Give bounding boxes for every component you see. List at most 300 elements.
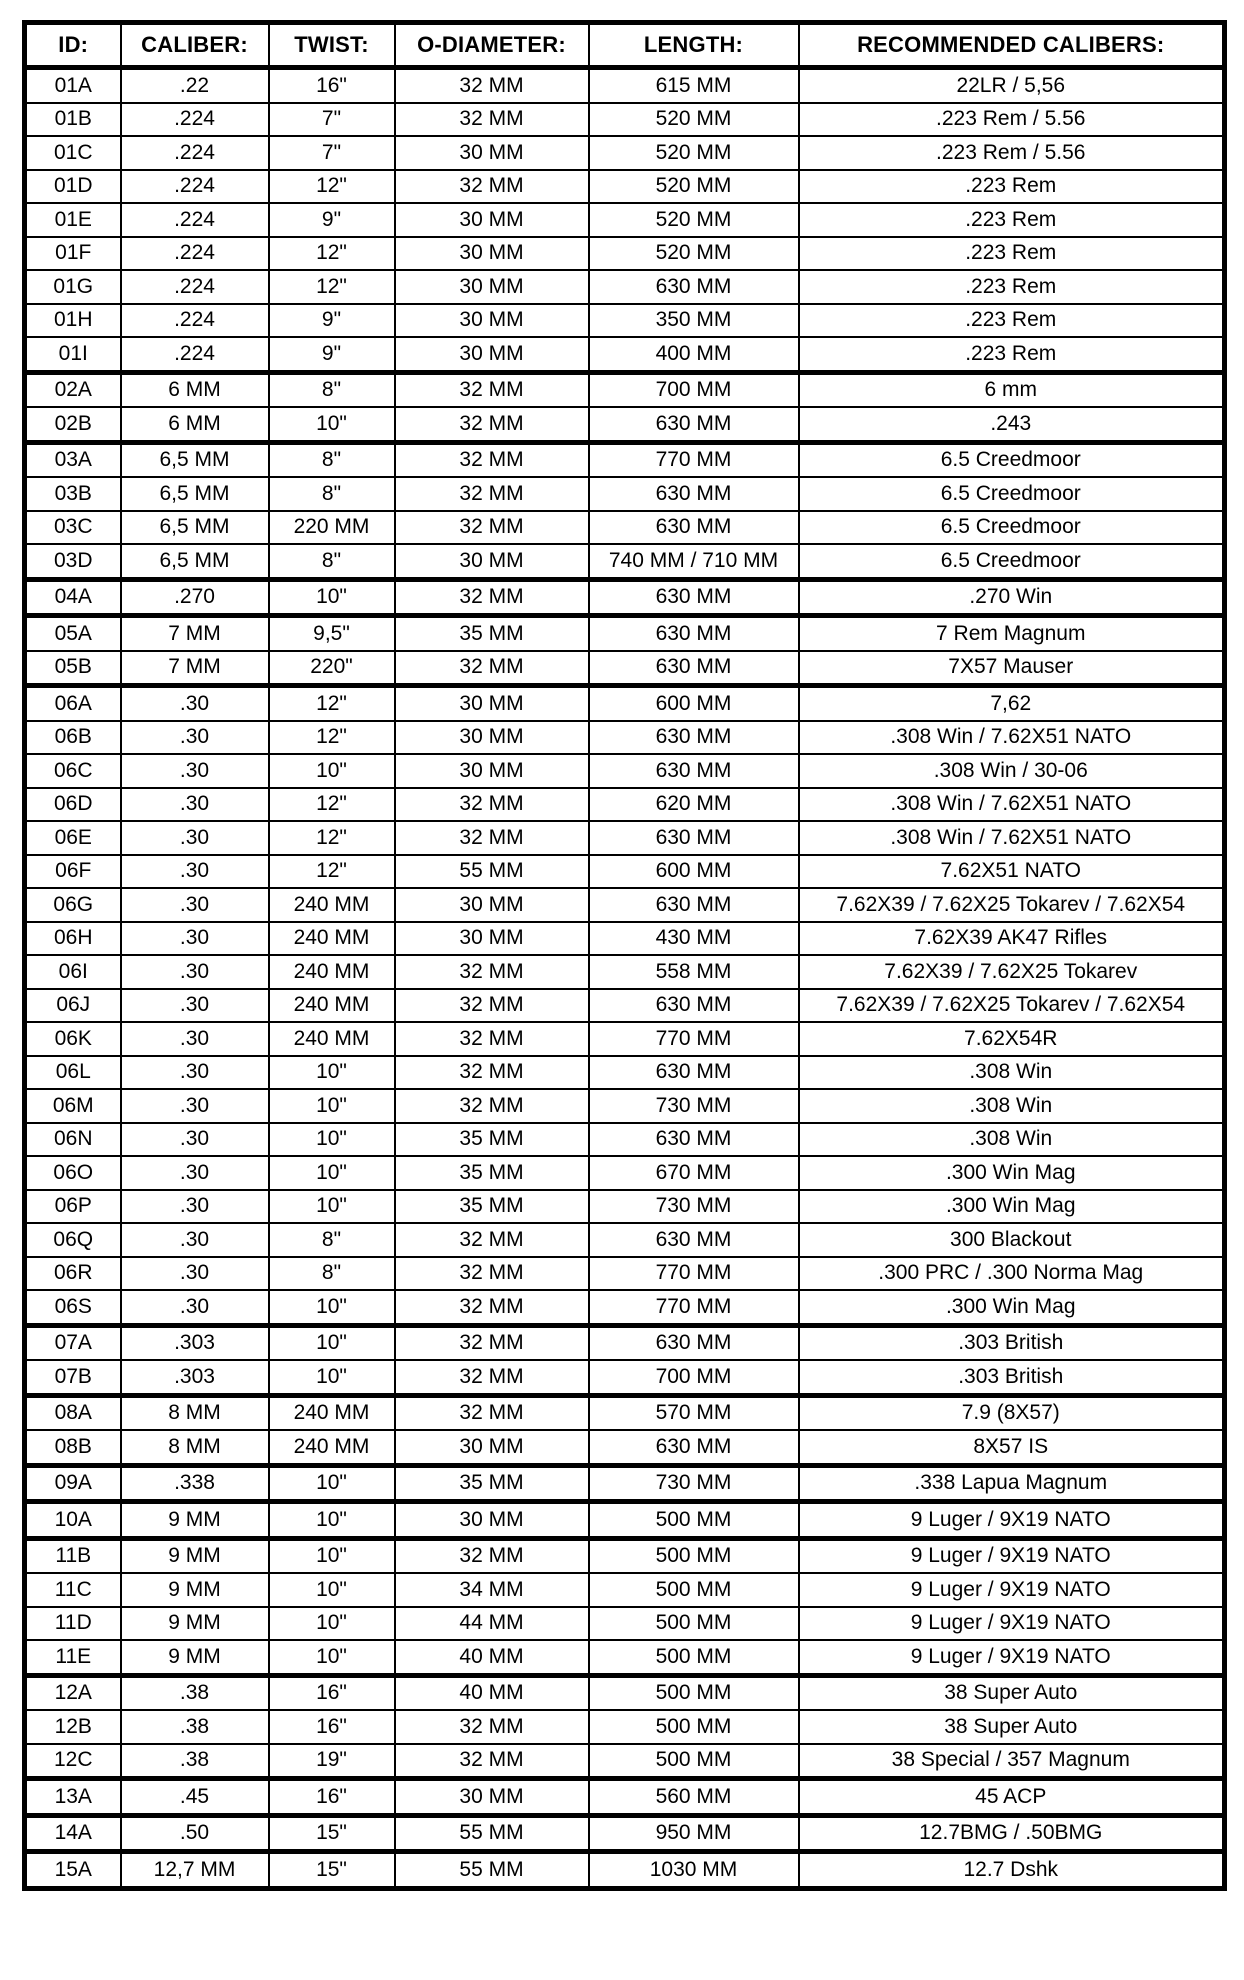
- cell-recommended-calibers: 300 Blackout: [799, 1223, 1225, 1257]
- cell-length: 500 MM: [589, 1502, 799, 1539]
- cell-twist: 10": [269, 579, 395, 616]
- cell-id: 03D: [25, 544, 121, 579]
- cell-id: 01A: [25, 68, 121, 103]
- cell-recommended-calibers: 6.5 Creedmoor: [799, 442, 1225, 477]
- cell-caliber: .30: [121, 1022, 269, 1056]
- cell-length: 630 MM: [589, 821, 799, 855]
- cell-caliber: .30: [121, 989, 269, 1023]
- cell-length: 730 MM: [589, 1089, 799, 1123]
- cell-twist: 12": [269, 270, 395, 304]
- cell-o-diameter: 30 MM: [395, 754, 589, 788]
- cell-recommended-calibers: 9 Luger / 9X19 NATO: [799, 1607, 1225, 1641]
- cell-caliber: .224: [121, 103, 269, 137]
- cell-id: 06O: [25, 1156, 121, 1190]
- cell-recommended-calibers: 12.7 Dshk: [799, 1852, 1225, 1889]
- cell-id: 12A: [25, 1675, 121, 1710]
- cell-recommended-calibers: .308 Win / 7.62X51 NATO: [799, 788, 1225, 822]
- cell-twist: 9": [269, 203, 395, 237]
- cell-length: 700 MM: [589, 372, 799, 407]
- cell-o-diameter: 30 MM: [395, 304, 589, 338]
- cell-twist: 10": [269, 1089, 395, 1123]
- cell-o-diameter: 30 MM: [395, 1779, 589, 1816]
- cell-caliber: 9 MM: [121, 1607, 269, 1641]
- cell-id: 01E: [25, 203, 121, 237]
- cell-recommended-calibers: 6.5 Creedmoor: [799, 544, 1225, 579]
- cell-length: 630 MM: [589, 477, 799, 511]
- cell-caliber: .30: [121, 1123, 269, 1157]
- cell-caliber: .224: [121, 136, 269, 170]
- cell-id: 06E: [25, 821, 121, 855]
- cell-caliber: .30: [121, 686, 269, 721]
- cell-id: 06G: [25, 888, 121, 922]
- cell-id: 06K: [25, 1022, 121, 1056]
- table-row-12b: [25, 1710, 1225, 1744]
- cell-length: 620 MM: [589, 788, 799, 822]
- cell-o-diameter: 32 MM: [395, 1325, 589, 1360]
- cell-caliber: .30: [121, 922, 269, 956]
- table-row-06q: [25, 1223, 1225, 1257]
- cell-id: 03A: [25, 442, 121, 477]
- cell-caliber: 7 MM: [121, 616, 269, 651]
- cell-o-diameter: 32 MM: [395, 1056, 589, 1090]
- cell-length: 630 MM: [589, 1325, 799, 1360]
- column-header-o-diameter: O-DIAMETER:: [395, 23, 589, 68]
- table-row-01b: [25, 103, 1225, 137]
- cell-o-diameter: 30 MM: [395, 270, 589, 304]
- cell-twist: 16": [269, 1675, 395, 1710]
- cell-recommended-calibers: .223 Rem: [799, 304, 1225, 338]
- header-row: [25, 23, 1225, 68]
- cell-recommended-calibers: 9 Luger / 9X19 NATO: [799, 1538, 1225, 1573]
- cell-twist: 15": [269, 1815, 395, 1852]
- table-body: [25, 68, 1225, 1889]
- cell-length: 630 MM: [589, 270, 799, 304]
- column-header-caliber: CALIBER:: [121, 23, 269, 68]
- cell-caliber: .30: [121, 1290, 269, 1325]
- cell-recommended-calibers: 7.62X39 / 7.62X25 Tokarev / 7.62X54: [799, 989, 1225, 1023]
- table-row-13a: [25, 1779, 1225, 1816]
- cell-id: 07B: [25, 1360, 121, 1395]
- cell-twist: 12": [269, 855, 395, 889]
- cell-o-diameter: 32 MM: [395, 989, 589, 1023]
- cell-twist: 8": [269, 372, 395, 407]
- cell-twist: 8": [269, 442, 395, 477]
- table-row-06r: [25, 1257, 1225, 1291]
- table-row-01f: [25, 237, 1225, 271]
- cell-length: 700 MM: [589, 1360, 799, 1395]
- cell-caliber: 9 MM: [121, 1640, 269, 1675]
- cell-length: 730 MM: [589, 1465, 799, 1502]
- cell-length: 770 MM: [589, 442, 799, 477]
- table-row-10a: [25, 1502, 1225, 1539]
- cell-twist: 12": [269, 821, 395, 855]
- cell-twist: 10": [269, 1465, 395, 1502]
- cell-id: 06D: [25, 788, 121, 822]
- table-row-03c: [25, 511, 1225, 545]
- cell-caliber: .224: [121, 304, 269, 338]
- table-row-05b: [25, 651, 1225, 686]
- cell-o-diameter: 32 MM: [395, 1257, 589, 1291]
- table-row-01e: [25, 203, 1225, 237]
- table-row-01g: [25, 270, 1225, 304]
- table-row-02a: [25, 372, 1225, 407]
- cell-twist: 240 MM: [269, 1395, 395, 1430]
- cell-recommended-calibers: 7 Rem Magnum: [799, 616, 1225, 651]
- cell-caliber: 8 MM: [121, 1395, 269, 1430]
- table-row-11b: [25, 1538, 1225, 1573]
- cell-o-diameter: 55 MM: [395, 1852, 589, 1889]
- cell-o-diameter: 30 MM: [395, 544, 589, 579]
- table-row-03a: [25, 442, 1225, 477]
- barrel-spec-table: [22, 20, 1227, 1891]
- cell-length: 570 MM: [589, 1395, 799, 1430]
- cell-o-diameter: 32 MM: [395, 477, 589, 511]
- cell-recommended-calibers: .338 Lapua Magnum: [799, 1465, 1225, 1502]
- cell-caliber: .38: [121, 1675, 269, 1710]
- cell-o-diameter: 35 MM: [395, 1465, 589, 1502]
- cell-twist: 16": [269, 68, 395, 103]
- cell-o-diameter: 32 MM: [395, 1744, 589, 1779]
- table-row-15a: [25, 1852, 1225, 1889]
- cell-recommended-calibers: .300 Win Mag: [799, 1156, 1225, 1190]
- cell-o-diameter: 30 MM: [395, 337, 589, 372]
- cell-recommended-calibers: .308 Win / 30-06: [799, 754, 1225, 788]
- cell-id: 06Q: [25, 1223, 121, 1257]
- cell-length: 600 MM: [589, 686, 799, 721]
- cell-twist: 12": [269, 788, 395, 822]
- cell-length: 520 MM: [589, 136, 799, 170]
- table-row-06g: [25, 888, 1225, 922]
- cell-id: 01I: [25, 337, 121, 372]
- cell-id: 11E: [25, 1640, 121, 1675]
- cell-id: 06A: [25, 686, 121, 721]
- cell-o-diameter: 35 MM: [395, 616, 589, 651]
- cell-caliber: .30: [121, 1257, 269, 1291]
- cell-o-diameter: 32 MM: [395, 788, 589, 822]
- cell-caliber: .224: [121, 337, 269, 372]
- cell-caliber: .38: [121, 1744, 269, 1779]
- cell-caliber: .30: [121, 721, 269, 755]
- cell-twist: 10": [269, 1290, 395, 1325]
- cell-length: 520 MM: [589, 170, 799, 204]
- cell-twist: 7": [269, 136, 395, 170]
- cell-twist: 10": [269, 407, 395, 442]
- cell-o-diameter: 55 MM: [395, 1815, 589, 1852]
- cell-id: 06L: [25, 1056, 121, 1090]
- cell-o-diameter: 32 MM: [395, 1223, 589, 1257]
- cell-twist: 240 MM: [269, 922, 395, 956]
- cell-recommended-calibers: .308 Win: [799, 1056, 1225, 1090]
- cell-twist: 10": [269, 1607, 395, 1641]
- cell-length: 770 MM: [589, 1022, 799, 1056]
- cell-length: 630 MM: [589, 651, 799, 686]
- cell-caliber: .30: [121, 1089, 269, 1123]
- cell-caliber: 9 MM: [121, 1538, 269, 1573]
- cell-caliber: .30: [121, 955, 269, 989]
- table-row-06b: [25, 721, 1225, 755]
- cell-o-diameter: 35 MM: [395, 1190, 589, 1224]
- table-row-06m: [25, 1089, 1225, 1123]
- cell-length: 350 MM: [589, 304, 799, 338]
- cell-o-diameter: 32 MM: [395, 955, 589, 989]
- cell-recommended-calibers: 9 Luger / 9X19 NATO: [799, 1573, 1225, 1607]
- cell-o-diameter: 40 MM: [395, 1675, 589, 1710]
- cell-length: 630 MM: [589, 579, 799, 616]
- cell-recommended-calibers: .223 Rem: [799, 337, 1225, 372]
- cell-id: 10A: [25, 1502, 121, 1539]
- cell-caliber: .303: [121, 1325, 269, 1360]
- cell-recommended-calibers: 7.62X54R: [799, 1022, 1225, 1056]
- cell-caliber: .22: [121, 68, 269, 103]
- cell-id: 12C: [25, 1744, 121, 1779]
- table-row-04a: [25, 579, 1225, 616]
- cell-recommended-calibers: 6 mm: [799, 372, 1225, 407]
- cell-length: 400 MM: [589, 337, 799, 372]
- cell-recommended-calibers: 9 Luger / 9X19 NATO: [799, 1502, 1225, 1539]
- cell-recommended-calibers: 22LR / 5,56: [799, 68, 1225, 103]
- cell-id: 13A: [25, 1779, 121, 1816]
- cell-id: 04A: [25, 579, 121, 616]
- table-row-12a: [25, 1675, 1225, 1710]
- cell-id: 02B: [25, 407, 121, 442]
- table-row-01d: [25, 170, 1225, 204]
- cell-recommended-calibers: .308 Win: [799, 1123, 1225, 1157]
- cell-caliber: 8 MM: [121, 1430, 269, 1465]
- table-row-12c: [25, 1744, 1225, 1779]
- cell-twist: 240 MM: [269, 1430, 395, 1465]
- cell-recommended-calibers: 7X57 Mauser: [799, 651, 1225, 686]
- cell-caliber: 6,5 MM: [121, 442, 269, 477]
- cell-length: 520 MM: [589, 203, 799, 237]
- table-row-11e: [25, 1640, 1225, 1675]
- cell-o-diameter: 30 MM: [395, 686, 589, 721]
- cell-length: 730 MM: [589, 1190, 799, 1224]
- cell-o-diameter: 32 MM: [395, 1290, 589, 1325]
- table-row-01i: [25, 337, 1225, 372]
- table-row-06l: [25, 1056, 1225, 1090]
- cell-caliber: .30: [121, 1056, 269, 1090]
- cell-length: 630 MM: [589, 888, 799, 922]
- cell-caliber: 7 MM: [121, 651, 269, 686]
- cell-caliber: .30: [121, 855, 269, 889]
- cell-caliber: 9 MM: [121, 1573, 269, 1607]
- cell-twist: 10": [269, 754, 395, 788]
- cell-caliber: .38: [121, 1710, 269, 1744]
- cell-caliber: .30: [121, 1156, 269, 1190]
- cell-id: 01B: [25, 103, 121, 137]
- cell-twist: 15": [269, 1852, 395, 1889]
- cell-caliber: .30: [121, 788, 269, 822]
- cell-length: 1030 MM: [589, 1852, 799, 1889]
- cell-caliber: 12,7 MM: [121, 1852, 269, 1889]
- cell-twist: 9": [269, 304, 395, 338]
- cell-recommended-calibers: .223 Rem: [799, 170, 1225, 204]
- table-header: [25, 23, 1225, 68]
- cell-length: 500 MM: [589, 1573, 799, 1607]
- cell-twist: 10": [269, 1056, 395, 1090]
- cell-twist: 7": [269, 103, 395, 137]
- cell-recommended-calibers: 12.7BMG / .50BMG: [799, 1815, 1225, 1852]
- cell-twist: 9": [269, 337, 395, 372]
- cell-twist: 10": [269, 1156, 395, 1190]
- cell-id: 01H: [25, 304, 121, 338]
- cell-twist: 10": [269, 1502, 395, 1539]
- cell-length: 500 MM: [589, 1744, 799, 1779]
- cell-twist: 16": [269, 1710, 395, 1744]
- cell-o-diameter: 32 MM: [395, 651, 589, 686]
- cell-recommended-calibers: .243: [799, 407, 1225, 442]
- table-row-07a: [25, 1325, 1225, 1360]
- cell-twist: 8": [269, 544, 395, 579]
- cell-o-diameter: 40 MM: [395, 1640, 589, 1675]
- cell-o-diameter: 30 MM: [395, 136, 589, 170]
- cell-recommended-calibers: 38 Super Auto: [799, 1710, 1225, 1744]
- cell-recommended-calibers: .300 PRC / .300 Norma Mag: [799, 1257, 1225, 1291]
- column-header-id: ID:: [25, 23, 121, 68]
- cell-caliber: 9 MM: [121, 1502, 269, 1539]
- cell-recommended-calibers: .308 Win: [799, 1089, 1225, 1123]
- cell-recommended-calibers: 38 Super Auto: [799, 1675, 1225, 1710]
- cell-recommended-calibers: .270 Win: [799, 579, 1225, 616]
- cell-id: 11B: [25, 1538, 121, 1573]
- cell-twist: 10": [269, 1360, 395, 1395]
- cell-twist: 8": [269, 1257, 395, 1291]
- cell-o-diameter: 34 MM: [395, 1573, 589, 1607]
- cell-recommended-calibers: .303 British: [799, 1360, 1225, 1395]
- cell-id: 06N: [25, 1123, 121, 1157]
- table-row-11c: [25, 1573, 1225, 1607]
- table-row-06h: [25, 922, 1225, 956]
- cell-o-diameter: 32 MM: [395, 103, 589, 137]
- cell-length: 520 MM: [589, 237, 799, 271]
- cell-twist: 9,5": [269, 616, 395, 651]
- cell-length: 500 MM: [589, 1538, 799, 1573]
- table-row-06o: [25, 1156, 1225, 1190]
- cell-id: 01F: [25, 237, 121, 271]
- cell-o-diameter: 30 MM: [395, 1430, 589, 1465]
- cell-length: 600 MM: [589, 855, 799, 889]
- cell-recommended-calibers: 6.5 Creedmoor: [799, 477, 1225, 511]
- cell-recommended-calibers: .223 Rem / 5.56: [799, 136, 1225, 170]
- cell-id: 06P: [25, 1190, 121, 1224]
- table-row-06c: [25, 754, 1225, 788]
- cell-caliber: .338: [121, 1465, 269, 1502]
- cell-id: 12B: [25, 1710, 121, 1744]
- cell-length: 770 MM: [589, 1257, 799, 1291]
- cell-id: 11C: [25, 1573, 121, 1607]
- cell-length: 615 MM: [589, 68, 799, 103]
- cell-twist: 16": [269, 1779, 395, 1816]
- cell-recommended-calibers: 9 Luger / 9X19 NATO: [799, 1640, 1225, 1675]
- cell-id: 14A: [25, 1815, 121, 1852]
- cell-o-diameter: 30 MM: [395, 237, 589, 271]
- cell-id: 01D: [25, 170, 121, 204]
- table-row-06i: [25, 955, 1225, 989]
- cell-twist: 220 MM: [269, 511, 395, 545]
- cell-twist: 12": [269, 721, 395, 755]
- cell-recommended-calibers: 7.62X39 AK47 Rifles: [799, 922, 1225, 956]
- cell-length: 950 MM: [589, 1815, 799, 1852]
- cell-length: 630 MM: [589, 754, 799, 788]
- cell-id: 06M: [25, 1089, 121, 1123]
- cell-o-diameter: 32 MM: [395, 821, 589, 855]
- cell-twist: 10": [269, 1190, 395, 1224]
- cell-o-diameter: 30 MM: [395, 203, 589, 237]
- cell-twist: 12": [269, 170, 395, 204]
- cell-twist: 10": [269, 1573, 395, 1607]
- cell-o-diameter: 32 MM: [395, 442, 589, 477]
- cell-id: 07A: [25, 1325, 121, 1360]
- cell-caliber: .224: [121, 170, 269, 204]
- cell-length: 630 MM: [589, 721, 799, 755]
- table-row-01h: [25, 304, 1225, 338]
- cell-length: 770 MM: [589, 1290, 799, 1325]
- cell-length: 500 MM: [589, 1607, 799, 1641]
- cell-length: 630 MM: [589, 1223, 799, 1257]
- cell-length: 630 MM: [589, 1123, 799, 1157]
- cell-twist: 240 MM: [269, 888, 395, 922]
- table-row-08a: [25, 1395, 1225, 1430]
- cell-id: 11D: [25, 1607, 121, 1641]
- cell-recommended-calibers: .223 Rem: [799, 270, 1225, 304]
- table-row-06p: [25, 1190, 1225, 1224]
- cell-caliber: 6,5 MM: [121, 544, 269, 579]
- cell-id: 01G: [25, 270, 121, 304]
- cell-caliber: .224: [121, 237, 269, 271]
- table-row-06s: [25, 1290, 1225, 1325]
- cell-o-diameter: 35 MM: [395, 1156, 589, 1190]
- cell-id: 05B: [25, 651, 121, 686]
- cell-o-diameter: 32 MM: [395, 372, 589, 407]
- cell-id: 06I: [25, 955, 121, 989]
- table-row-06n: [25, 1123, 1225, 1157]
- cell-id: 06H: [25, 922, 121, 956]
- cell-recommended-calibers: 7,62: [799, 686, 1225, 721]
- cell-length: 630 MM: [589, 407, 799, 442]
- cell-recommended-calibers: .300 Win Mag: [799, 1190, 1225, 1224]
- cell-length: 630 MM: [589, 1056, 799, 1090]
- cell-length: 500 MM: [589, 1710, 799, 1744]
- cell-id: 08B: [25, 1430, 121, 1465]
- cell-length: 630 MM: [589, 511, 799, 545]
- cell-recommended-calibers: .303 British: [799, 1325, 1225, 1360]
- table-row-06d: [25, 788, 1225, 822]
- cell-id: 05A: [25, 616, 121, 651]
- cell-caliber: .224: [121, 270, 269, 304]
- cell-o-diameter: 32 MM: [395, 68, 589, 103]
- cell-twist: 240 MM: [269, 989, 395, 1023]
- cell-recommended-calibers: 45 ACP: [799, 1779, 1225, 1816]
- cell-twist: 12": [269, 237, 395, 271]
- table-row-03b: [25, 477, 1225, 511]
- table-row-08b: [25, 1430, 1225, 1465]
- cell-caliber: .30: [121, 821, 269, 855]
- column-header-twist: TWIST:: [269, 23, 395, 68]
- cell-twist: 10": [269, 1123, 395, 1157]
- cell-caliber: .224: [121, 203, 269, 237]
- table-row-06a: [25, 686, 1225, 721]
- cell-twist: 220": [269, 651, 395, 686]
- cell-o-diameter: 32 MM: [395, 1395, 589, 1430]
- table-row-06e: [25, 821, 1225, 855]
- cell-length: 520 MM: [589, 103, 799, 137]
- table-row-07b: [25, 1360, 1225, 1395]
- cell-recommended-calibers: .223 Rem: [799, 203, 1225, 237]
- cell-id: 03C: [25, 511, 121, 545]
- cell-caliber: 6 MM: [121, 372, 269, 407]
- column-header-recommended-calibers: RECOMMENDED CALIBERS:: [799, 23, 1225, 68]
- cell-caliber: .45: [121, 1779, 269, 1816]
